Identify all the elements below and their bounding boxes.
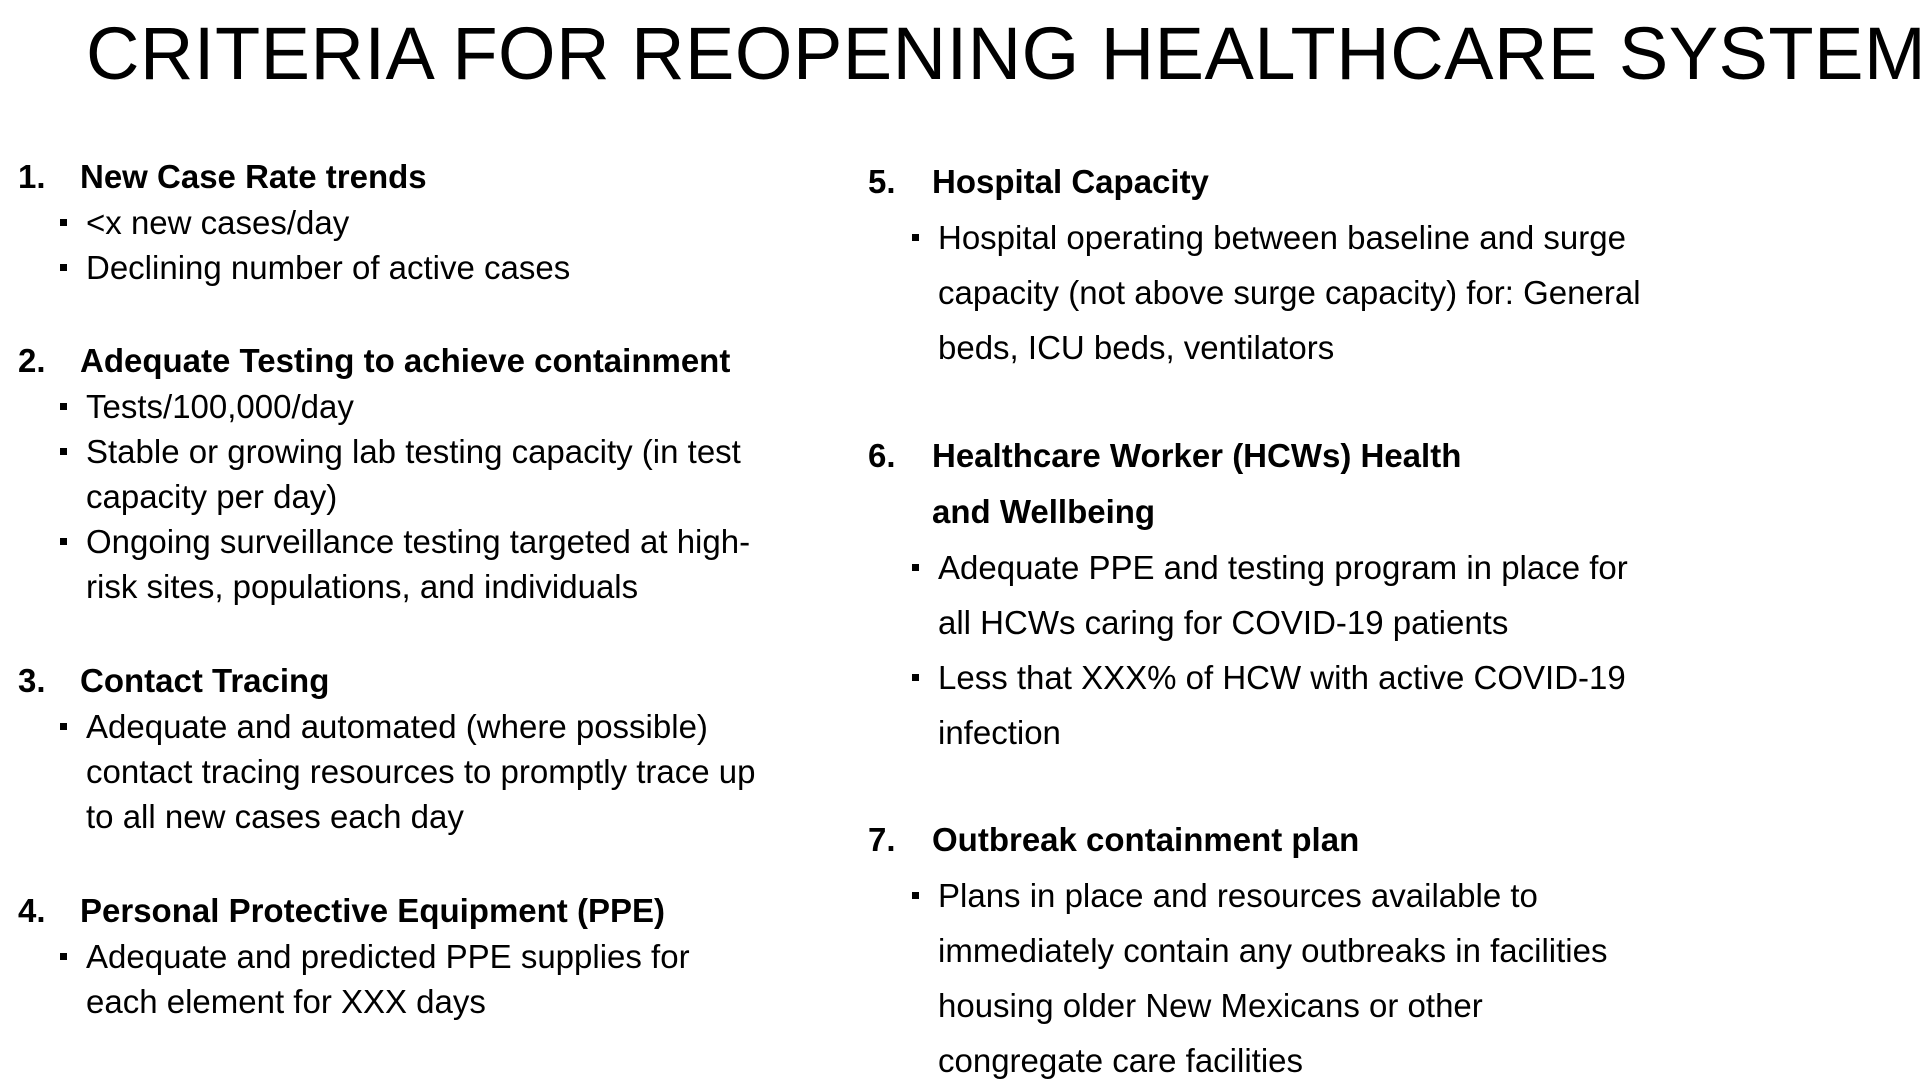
criterion-heading [868,428,1528,540]
criterion-title: Personal Protective Equipment (PPE) [80,892,665,929]
criterion-number: 3. [18,662,46,699]
criterion-number: 4. [18,892,46,929]
bullet-list [868,210,1698,375]
criterion-title: Healthcare Worker (HCWs) Health and Wellbeing [932,437,1462,530]
bullet-item: Ongoing surveillance testing targeted at high-risk sites, populations, and individuals [0,519,792,609]
bullet-marker-icon [60,953,67,960]
bullet-marker-icon [912,674,919,681]
bullet-marker-icon [60,219,67,226]
criterion-1 [0,154,820,290]
criterion-heading [0,154,820,200]
bullet-item: Stable or growing lab testing capacity (in test capacity per day) [0,429,792,519]
bullet-marker-icon [60,538,67,545]
criterion-number: 2. [18,342,46,379]
criterion-number: 5. [868,163,896,200]
criterion-title: Hospital Capacity [932,163,1209,200]
bullet-item: Declining number of active cases [0,245,826,290]
bullet-marker-icon [912,892,919,899]
bullet-item: Hospital operating between baseline and surge capacity (not above surge capacity) for: General beds, ICU beds, ventilators [868,210,1678,375]
bullet-item: Less that XXX% of HCW with active COVID-19 infection [868,650,1658,760]
criterion-heading [0,338,820,384]
bullet-list [0,934,820,1024]
criterion-heading [868,812,1698,868]
bullet-marker-icon [60,264,67,271]
bullet-item: <x new cases/day [0,200,826,245]
criterion-5 [868,154,1698,375]
criterion-6 [868,428,1698,760]
criterion-4 [0,888,820,1024]
page-title: CRITERIA FOR REOPENING HEALTHCARE SYSTEM [86,12,1926,95]
bullet-list [0,384,820,609]
bullet-item: Adequate and predicted PPE supplies for each element for XXX days [0,934,726,1024]
criterion-title: Contact Tracing [80,662,330,699]
bullet-item: Plans in place and resources available to immediately contain any outbreaks in facilities housing older New Mexicans or other congregate care facilities [868,868,1638,1088]
criterion-heading [0,658,820,704]
bullet-list [0,200,820,290]
bullet-marker-icon [60,403,67,410]
bullet-item: Adequate PPE and testing program in place for all HCWs caring for COVID-19 patients [868,540,1658,650]
criterion-2 [0,338,820,609]
criterion-number: 1. [18,158,46,195]
bullet-marker-icon [912,564,919,571]
criterion-heading [868,154,1698,210]
bullet-marker-icon [60,448,67,455]
criterion-7 [868,812,1698,1088]
bullet-marker-icon [912,234,919,241]
bullet-item: Tests/100,000/day [0,384,792,429]
bullet-list [868,540,1698,760]
criterion-title: Outbreak containment plan [932,821,1360,858]
criterion-number: 6. [868,437,896,474]
bullet-list [868,868,1698,1088]
criterion-title: Adequate Testing to achieve containment [80,342,731,379]
bullet-marker-icon [60,723,67,730]
bullet-item: Adequate and automated (where possible) contact tracing resources to promptly trace up to all new cases each day [0,704,756,839]
criterion-title: New Case Rate trends [80,158,427,195]
criterion-heading [0,888,820,934]
bullet-list [0,704,820,839]
criterion-number: 7. [868,821,896,858]
criterion-3 [0,658,820,839]
